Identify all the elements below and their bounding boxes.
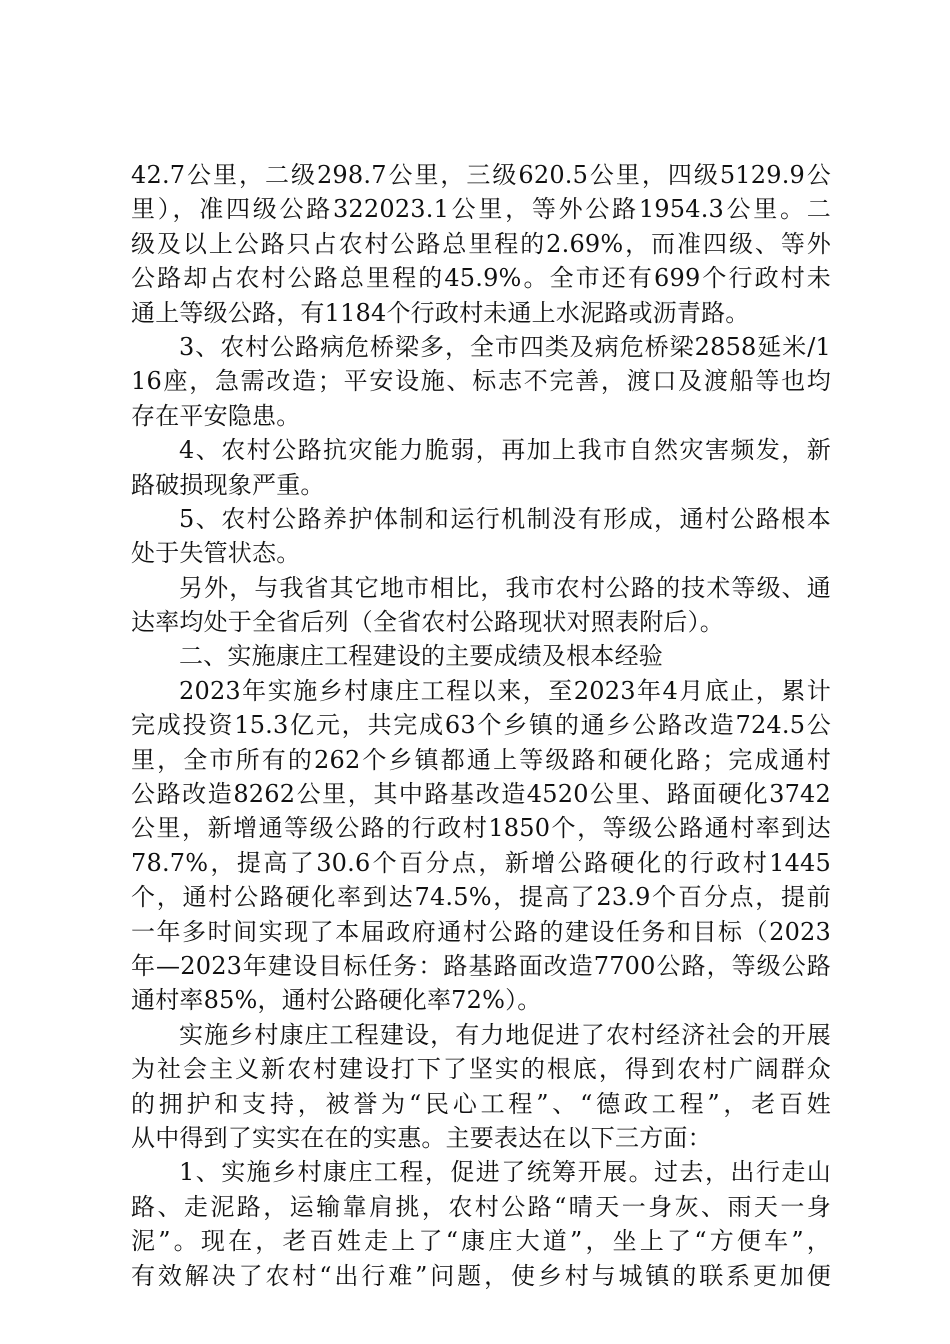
text-line: 通村率85%，通村公路硬化率72%）。 bbox=[131, 986, 542, 1015]
document-body bbox=[131, 158, 831, 1293]
text-line: 存在平安隐患。 bbox=[131, 401, 301, 430]
text-line: 处于失管状态。 bbox=[131, 539, 301, 568]
text-line: 年—2023年建设目标任务：路基路面改造7700公路，等级公路 bbox=[131, 951, 831, 980]
text-line: 4、农村公路抗灾能力脆弱，再加上我市自然灾害频发，新 bbox=[179, 436, 831, 465]
text-line: 实施乡村康庄工程建设，有力地促进了农村经济社会的开展 bbox=[179, 1020, 831, 1049]
text-line: 里，全市所有的262个乡镇都通上等级路和硬化路；完成通村 bbox=[131, 745, 831, 774]
text-line: 里），准四级公路322023.1公里，等外公路1954.3公里。二 bbox=[131, 195, 831, 224]
text-line: 公路却占农村公路总里程的45.9%。全市还有699个行政村未 bbox=[131, 264, 831, 293]
text-line: 完成投资15.3亿元，共完成63个乡镇的通乡公路改造724.5公 bbox=[131, 711, 831, 740]
text-line: 5、农村公路养护体制和运行机制没有形成，通村公路根本 bbox=[179, 504, 831, 533]
text-line: 达率均处于全省后列（全省农村公路现状对照表附后）。 bbox=[131, 608, 724, 637]
text-line: 通上等级公路，有1184个行政村未通上水泥路或沥青路。 bbox=[131, 298, 750, 327]
text-line: 公里，新增通等级公路的行政村1850个，等级公路通村率到达 bbox=[131, 814, 831, 843]
text-line: 从中得到了实实在在的实惠。主要表达在以下三方面： bbox=[131, 1123, 712, 1152]
text-line: 路破损现象严重。 bbox=[131, 470, 325, 499]
text-line: 1、实施乡村康庄工程，促进了统筹开展。过去，出行走山 bbox=[179, 1158, 831, 1187]
text-line: 的拥护和支持，被誉为“民心工程”、“德政工程”，老百姓 bbox=[131, 1089, 831, 1118]
text-line: 公路改造8262公里，其中路基改造4520公里、路面硬化3742 bbox=[131, 780, 831, 809]
text-line: 路、走泥路，运输靠肩挑，农村公路“晴天一身灰、雨天一身 bbox=[131, 1192, 831, 1221]
text-line: 级及以上公路只占农村公路总里程的2.69%，而准四级、等外 bbox=[131, 229, 831, 258]
text-line: 一年多时间实现了本届政府通村公路的建设任务和目标（2023 bbox=[131, 917, 831, 946]
text-line: 3、农村公路病危桥梁多，全市四类及病危桥梁2858延米/1 bbox=[179, 332, 831, 361]
text-line: 泥”。现在，老百姓走上了“康庄大道”，坐上了“方便车”， bbox=[131, 1227, 831, 1256]
text-line: 另外，与我省其它地市相比，我市农村公路的技术等级、通 bbox=[179, 573, 831, 602]
text-line: 二、实施康庄工程建设的主要成绩及根本经验 bbox=[179, 642, 663, 671]
text-line: 78.7%，提高了30.6个百分点，新增公路硬化的行政村1445 bbox=[131, 848, 831, 877]
text-line: 个，通村公路硬化率到达74.5%，提高了23.9个百分点，提前 bbox=[131, 883, 831, 912]
text-line: 有效解决了农村“出行难”问题，使乡村与城镇的联系更加便 bbox=[131, 1261, 831, 1290]
text-line: 16座，急需改造；平安设施、标志不完善，渡口及渡船等也均 bbox=[131, 367, 831, 396]
text-line: 2023年实施乡村康庄工程以来，至2023年4月底止，累计 bbox=[179, 676, 831, 705]
text-line: 42.7公里，二级298.7公里，三级620.5公里，四级5129.9公 bbox=[131, 161, 831, 189]
text-line: 为社会主义新农村建设打下了坚实的根底，得到农村广阔群众 bbox=[131, 1055, 831, 1084]
